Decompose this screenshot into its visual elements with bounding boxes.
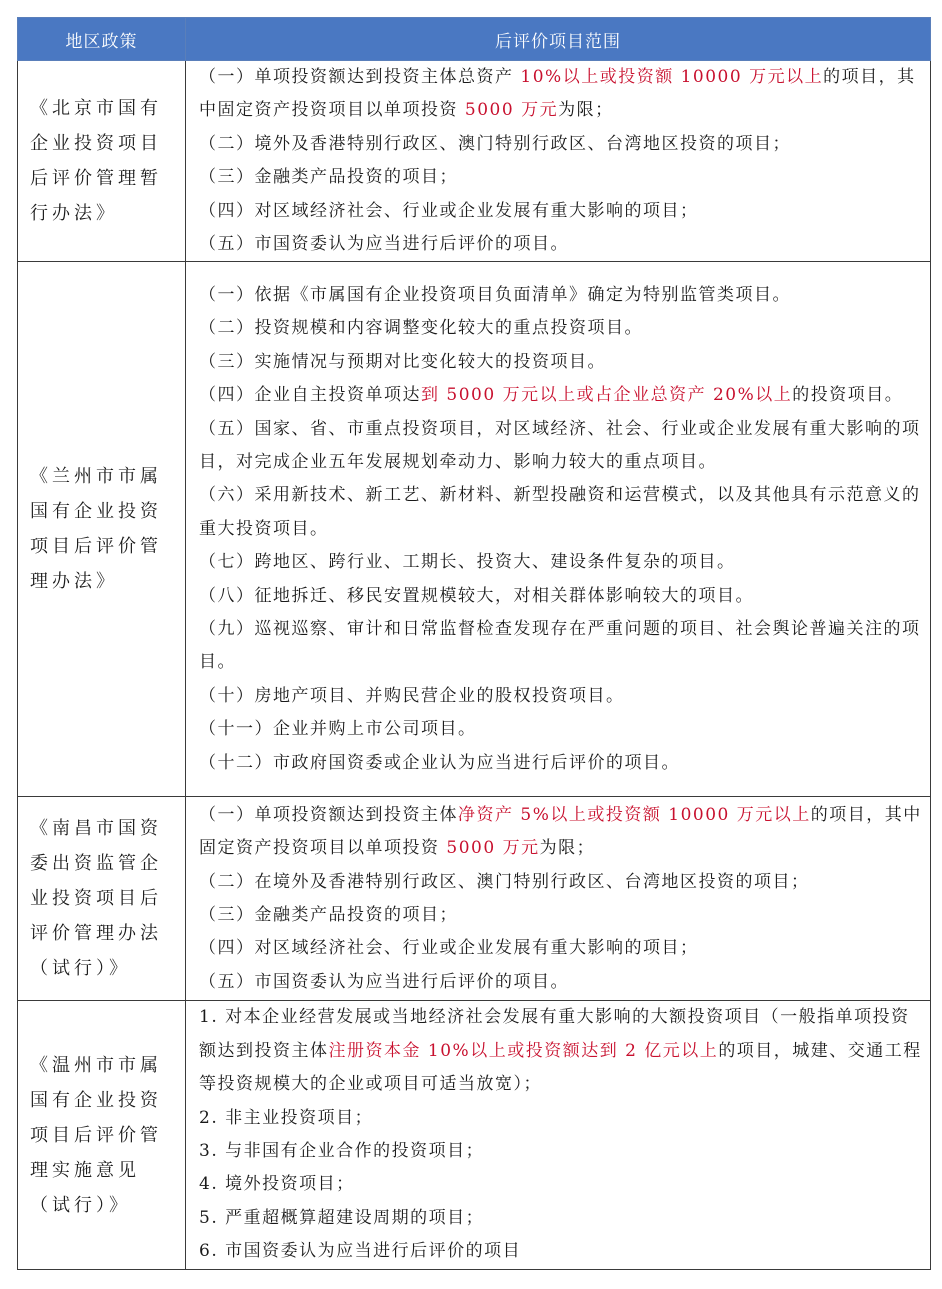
scope-text: （二）在境外及香港特别行政区、澳门特别行政区、台湾地区投资的项目；: [199, 871, 810, 892]
scope-item: [199, 546, 924, 579]
scope-item: [199, 1102, 924, 1135]
scope-item: [199, 1001, 924, 1101]
scope-text: （三）金融类产品投资的项目；: [199, 904, 458, 925]
scope-item: [199, 479, 924, 546]
scope-item: [199, 1135, 924, 1168]
policy-table: [17, 17, 931, 1270]
scope-text: 1. 对本企业经营发展或当地经济社会发展有重大影响的大额投资项目（一般指单项投资额达到投资主体: [199, 1007, 910, 1061]
scope-text: （一）单项投资额达到投资主体: [199, 804, 458, 825]
scope-item: [199, 580, 924, 613]
scope-text: （六）采用新技术、新工艺、新材料、新型投融资和运营模式，以及其他具有示范意义的重大投资项目。: [199, 485, 921, 539]
highlight-text: 到 5000 万元以上或占企业总资产 20%以上: [421, 385, 793, 406]
highlight-text: 净资产 5%以上或投资额 10000 万元以上: [458, 804, 811, 825]
scope-item: [199, 161, 924, 194]
scope-text: （四）对区域经济社会、行业或企业发展有重大影响的项目；: [199, 938, 699, 959]
scope-item: [199, 346, 924, 379]
scope-text: 3. 与非国有企业合作的投资项目；: [199, 1141, 485, 1162]
scope-text: 的项目，其中固定资产投资项目以单项投资: [199, 67, 916, 121]
policy-name: 《南昌市国资委出资监管企业投资项目后评价管理办法（试行）》: [18, 797, 186, 1001]
scope-text: （四）企业自主投资单项达: [199, 385, 421, 406]
scope-text: （八）征地拆迁、移民安置规模较大，对相关群体影响较大的项目。: [199, 585, 754, 606]
scope-text: （五）市国资委认为应当进行后评价的项目。: [199, 234, 569, 255]
header-row: [18, 18, 931, 61]
scope-text: 4. 境外投资项目；: [199, 1174, 355, 1195]
scope-cell: [186, 1001, 931, 1269]
scope-item: [199, 747, 924, 780]
scope-item: [199, 899, 924, 932]
scope-text: （三）金融类产品投资的项目；: [199, 167, 458, 188]
policy-name: 《温州市市属国有企业投资项目后评价管理实施意见（试行）》: [18, 1001, 186, 1269]
scope-item: [199, 312, 924, 345]
scope-text: （五）国家、省、市重点投资项目，对区域经济、社会、行业或企业发展有重大影响的项目，对完成企业五年发展规划牵动力、影响力较大的重点项目。: [199, 418, 921, 472]
scope-text: （十二）市政府国资委或企业认为应当进行后评价的项目。: [199, 752, 680, 773]
policy-name: 《兰州市市属国有企业投资项目后评价管理办法》: [18, 262, 186, 797]
highlight-text: 注册资本金 10%以上或投资额达到 2 亿元以上: [328, 1040, 719, 1061]
scope-text: 的投资项目。: [792, 385, 904, 406]
scope-text: （五）市国资委认为应当进行后评价的项目。: [199, 971, 569, 992]
scope-item: [199, 680, 924, 713]
header-scope: 后评价项目范围: [186, 18, 931, 61]
table-row: [18, 262, 931, 797]
policy-name: 《北京市国有企业投资项目后评价管理暂行办法》: [18, 61, 186, 262]
highlight-text: 10%以上或投资额 10000 万元以上: [520, 67, 824, 87]
scope-text: （七）跨地区、跨行业、工期长、投资大、建设条件复杂的项目。: [199, 552, 736, 573]
scope-text: 的项目，城建、交通工程等投资规模大的企业或项目可适当放宽）；: [199, 1040, 922, 1095]
highlight-text: 5000 万元: [464, 100, 559, 121]
scope-text: （一）单项投资额达到投资主体总资产: [199, 67, 521, 87]
scope-cell: [186, 797, 931, 1001]
scope-item: [199, 713, 924, 746]
scope-item: [199, 1202, 924, 1235]
scope-text: （二）投资规模和内容调整变化较大的重点投资项目。: [199, 318, 643, 339]
scope-text: （四）对区域经济社会、行业或企业发展有重大影响的项目；: [199, 200, 699, 221]
scope-text: （十一）企业并购上市公司项目。: [199, 719, 477, 740]
table-row: [18, 61, 931, 262]
scope-text: （二）境外及香港特别行政区、澳门特别行政区、台湾地区投资的项目；: [199, 133, 791, 154]
scope-item: [199, 966, 924, 999]
scope-item: [199, 228, 924, 261]
table-row: [18, 1001, 931, 1269]
scope-item: [199, 413, 924, 480]
scope-item: [199, 279, 924, 312]
scope-text: （一）依据《市属国有企业投资项目负面清单》确定为特别监管类项目。: [199, 284, 791, 305]
scope-text: （九）巡视巡察、审计和日常监督检查发现存在严重问题的项目、社会舆论普遍关注的项目。: [199, 618, 921, 673]
scope-item: [199, 799, 924, 866]
scope-text: 2. 非主业投资项目；: [199, 1107, 374, 1128]
scope-item: [199, 195, 924, 228]
scope-text: （三）实施情况与预期对比变化较大的投资项目。: [199, 351, 606, 372]
scope-text: 为限；: [539, 838, 596, 859]
scope-item: [199, 866, 924, 899]
scope-item: [199, 1168, 924, 1201]
scope-text: 6. 市国资委认为应当进行后评价的项目: [199, 1241, 522, 1262]
scope-item: [199, 61, 924, 128]
scope-item: [199, 613, 924, 680]
scope-text: 5. 严重超概算超建设周期的项目；: [199, 1207, 485, 1228]
scope-text: （十）房地产项目、并购民营企业的股权投资项目。: [199, 685, 625, 706]
scope-text: 的项目，其中固定资产投资项目以单项投资: [199, 804, 922, 859]
scope-item: [199, 932, 924, 965]
scope-item: [199, 128, 924, 161]
scope-cell: [186, 262, 931, 797]
header-policy: 地区政策: [18, 18, 186, 61]
scope-item: [199, 1235, 924, 1268]
scope-cell: [186, 61, 931, 262]
scope-text: 为限；: [558, 100, 614, 121]
scope-item: [199, 379, 924, 412]
highlight-text: 5000 万元: [446, 838, 540, 859]
table-row: [18, 797, 931, 1001]
